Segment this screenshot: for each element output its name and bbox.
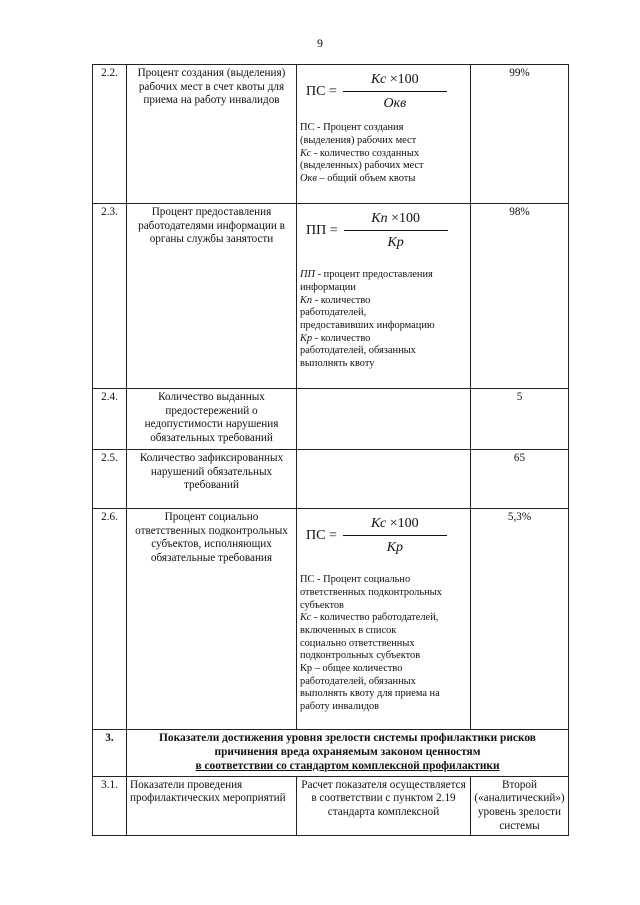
section-title <box>127 730 569 777</box>
section-header-row <box>93 730 569 777</box>
formula <box>306 210 467 251</box>
formula-cell <box>297 509 471 730</box>
legend-line: работодателей, <box>300 307 367 319</box>
indicator-value: 65 <box>471 450 569 509</box>
section-title-line: причинения вреда охраняемым законом ценностям <box>214 745 481 758</box>
table-row <box>93 776 569 836</box>
indicator-value: 5,3% <box>471 509 569 730</box>
formula-lhs: ПП = <box>306 223 338 239</box>
legend-line: выполнять квоту <box>300 357 375 369</box>
indicator-name: Процент создания (выделения) рабочих мест в счет квоты для приема на работу инвалидов <box>127 65 297 204</box>
legend-line: Окв – общий объем квоты <box>300 172 416 184</box>
row-number: 2.4. <box>93 389 127 450</box>
legend-line: Кс - количество созданных <box>300 147 420 159</box>
fraction <box>344 210 448 251</box>
fraction <box>343 515 447 556</box>
legend-line: (выделения) рабочих мест <box>300 134 417 146</box>
indicator-value: Второй («аналитический») уровень зрелости системы <box>471 776 569 836</box>
section-title-line: Показатели достижения уровня зрелости системы профилактики рисков <box>159 732 536 744</box>
legend-line: Кп - количество <box>300 294 371 306</box>
indicator-name: Процент предоставления работодателями информации в органы службы занятости <box>127 204 297 389</box>
legend-line: (выделенных) рабочих мест <box>300 160 424 172</box>
fraction <box>343 71 447 112</box>
legend-line: информации <box>300 281 356 293</box>
legend-line: выполнять квоту для приема на <box>300 688 440 700</box>
indicators-table <box>92 64 569 836</box>
table-row <box>93 389 569 450</box>
row-number: 2.6. <box>93 509 127 730</box>
formula <box>306 515 467 556</box>
legend-line: предоставивших информацию <box>300 319 435 331</box>
indicator-name: Количество зафиксированных нарушений обязательных требований <box>127 450 297 509</box>
fraction-denominator: Кр <box>386 540 403 556</box>
formula <box>306 71 467 112</box>
fraction-numerator: Кп ×100 <box>371 211 420 226</box>
formula-legend <box>300 269 467 371</box>
indicator-value: 5 <box>471 389 569 450</box>
formula-legend <box>300 122 467 185</box>
page-number: 9 <box>317 36 323 50</box>
legend-line: включенных в список <box>300 624 397 636</box>
formula-cell <box>297 65 471 204</box>
table-row <box>93 204 569 389</box>
row-number: 2.5. <box>93 450 127 509</box>
fraction-numerator: Кс ×100 <box>371 516 419 531</box>
legend-line: ПС - Процент создания <box>300 122 404 134</box>
formula-lhs: ПС = <box>306 528 337 544</box>
formula-cell-empty <box>297 450 471 509</box>
legend-line: работодателей, обязанных <box>300 675 416 687</box>
indicator-value: 99% <box>471 65 569 204</box>
table-row <box>93 65 569 204</box>
formula-cell-empty <box>297 389 471 450</box>
formula-legend <box>300 574 467 714</box>
legend-line: субъектов <box>300 599 344 611</box>
row-number: 3.1. <box>93 776 127 836</box>
fraction-denominator: Окв <box>383 96 407 112</box>
table-row <box>93 509 569 730</box>
legend-line: работу инвалидов <box>300 701 380 713</box>
formula-cell <box>297 204 471 389</box>
legend-line: Кр - количество <box>300 332 371 344</box>
indicator-value: 98% <box>471 204 569 389</box>
legend-line: социально ответственных <box>300 637 415 649</box>
legend-line: ответственных подконтрольных <box>300 586 442 598</box>
indicator-name: Процент социально ответственных подконтрольных субъектов, исполняющих обязательные требования <box>127 509 297 730</box>
indicator-name: Показатели проведения профилактических мероприятий <box>127 776 297 836</box>
row-number: 2.3. <box>93 204 127 389</box>
legend-line: Кр – общее количество <box>300 662 403 674</box>
table-row <box>93 450 569 509</box>
legend-line: подконтрольных субъектов <box>300 650 421 662</box>
row-number: 2.2. <box>93 65 127 204</box>
indicator-name: Количество выданных предостережений о недопустимости нарушения обязательных требований <box>127 389 297 450</box>
legend-line: ПП - процент предоставления <box>300 269 433 281</box>
legend-line: работодателей, обязанных <box>300 345 416 357</box>
legend-line: Кс - количество работодателей, <box>300 612 439 624</box>
legend-line: ПС - Процент социально <box>300 574 411 586</box>
fraction-denominator: Кр <box>387 235 404 251</box>
formula-lhs: ПС = <box>306 84 337 100</box>
fraction-numerator: Кс ×100 <box>371 72 419 87</box>
section-number: 3. <box>93 730 127 777</box>
section-title-line: в соответствии со стандартом комплексной профилактики <box>195 759 500 772</box>
calculation-text: Расчет показателя осуществляется в соответствии с пунктом 2.19 стандарта комплексной <box>297 776 471 836</box>
